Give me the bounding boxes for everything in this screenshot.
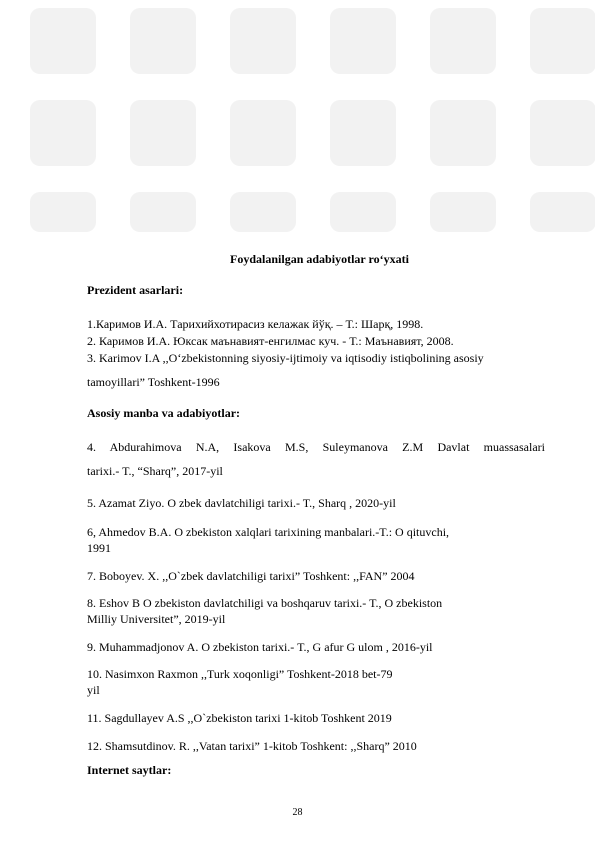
reference-item: 4. Abdurahimova N.A, Isakova M.S, Suleymanova Z.M Davlat muassasalari	[87, 440, 545, 454]
reference-item: 10. Nasimxon Raxmon ,,Turk xoqonligi” Toshkent-2018 bet-79	[87, 667, 393, 681]
document-title: Foydalanilgan adabiyotlar ro‘yxati	[230, 252, 409, 266]
reference-item: 8. Eshov B O zbekiston davlatchiligi va boshqaruv tarixi.- T., O zbekiston	[87, 596, 443, 610]
reference-item: 3. Karimov I.A ,,O‘zbekistonning siyosiy-ijtimoiy va iqtisodiy istiqbolining asosiy	[87, 351, 484, 365]
reference-item: 6, Ahmedov B.A. O zbekiston xalqlari tarixining manbalari.-T.: O qituvchi,	[87, 525, 450, 539]
section-heading: Asosiy manba va adabiyotlar:	[87, 406, 241, 420]
reference-item: yil	[87, 683, 100, 697]
section-heading: Prezident asarlari:	[87, 283, 184, 297]
reference-item: tamoyillari” Toshkent-1996	[87, 375, 220, 389]
reference-item: 9. Muhammadjonov A. O zbekiston tarixi.- T., G afur G ulom , 2016-yil	[87, 640, 433, 654]
reference-item: 5. Azamat Ziyo. O zbek davlatchiligi tarixi.- T., Sharq , 2020-yil	[87, 496, 396, 510]
reference-item: 2. Каримов И.А. Юксак маънавият-енгилмас куч. - Т.: Маънавият, 2008.	[87, 334, 454, 348]
reference-item: 1.Каримов И.А. Тарихийхотирасиз келажак йўқ. – Т.: Шарқ, 1998.	[87, 317, 424, 331]
reference-item: Milliy Universitet”, 2019-yil	[87, 612, 226, 626]
reference-item: 7. Boboyev. X. ,,O`zbek davlatchiligi tarixi” Toshkent: ,,FAN” 2004	[87, 569, 415, 583]
reference-item: 11. Sagdullayev A.S ,,O`zbekiston tarixi 1-kitob Toshkent 2019	[87, 711, 392, 725]
reference-item: tarixi.- T., “Sharq”, 2017-yil	[87, 464, 223, 478]
reference-item: 1991	[87, 541, 111, 555]
page-number: 28	[292, 807, 303, 818]
reference-item: 12. Shamsutdinov. R. ,,Vatan tarixi” 1-kitob Toshkent: ,,Sharq” 2010	[87, 739, 417, 753]
section-heading: Internet saytlar:	[87, 763, 172, 777]
